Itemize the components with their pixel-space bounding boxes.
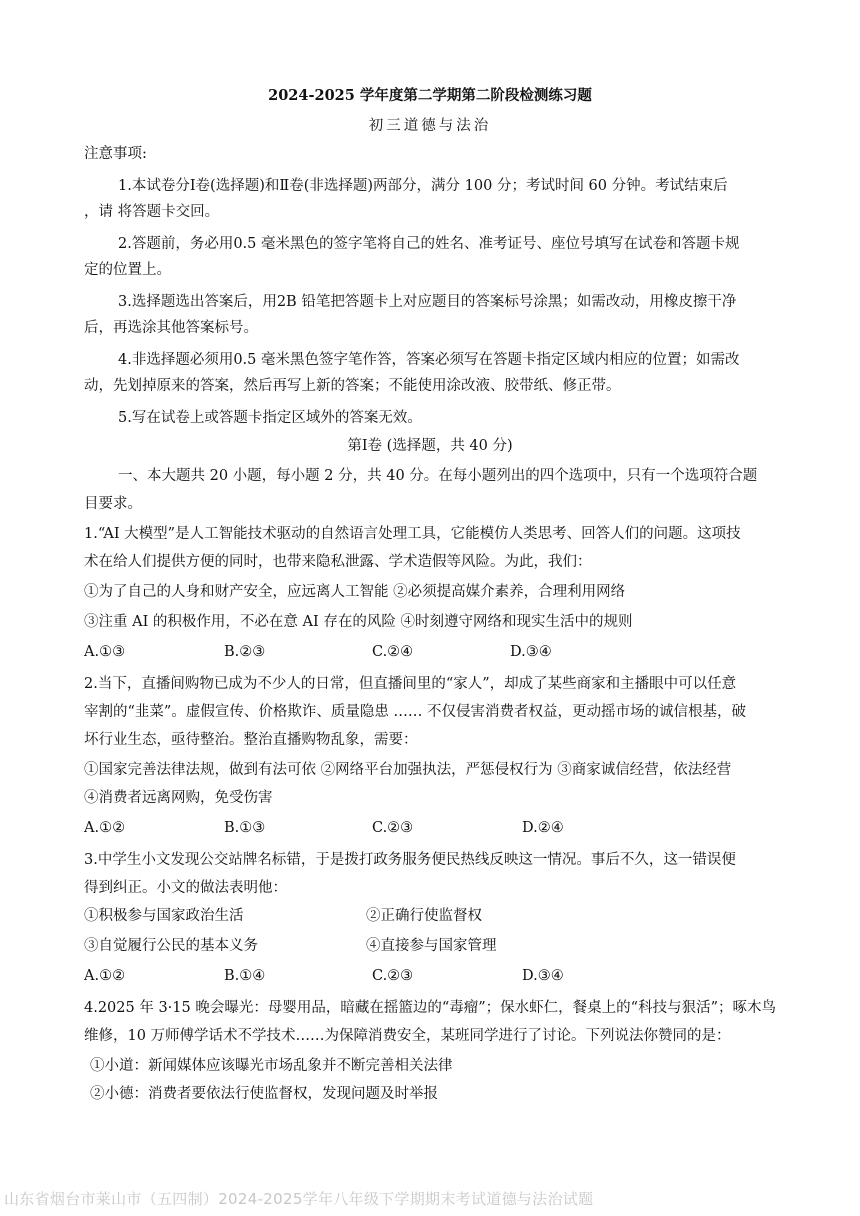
notice-item-2-line-1: 2.答题前，务必用0.5 毫米黑色的签字笔将自己的姓名、准考证号、座位号填写在试卷和答题卡规 (118, 236, 740, 252)
section-instructions-line-2: 目要求。 (84, 496, 142, 512)
notice-item-2-line-2: 定的位置上。 (84, 262, 171, 278)
q3-option-b[interactable]: B.①④ (224, 968, 266, 984)
q1-statement-line-2: ③注重 AI 的积极作用，不必在意 AI 存在的风险 ④时刻遵守网络和现实生活中的规则 (84, 614, 633, 630)
q2-stem-line-3: 坏行业生态，亟待整治。整治直播购物乱象，需要： (84, 732, 418, 748)
exam-subtitle: 初三道德与法治 (368, 118, 492, 134)
q2-stem-line-1: 2.当下，直播间购物已成为不少人的日常，但直播间里的“家人”，却成了某些商家和主播眼中可以任意 (84, 676, 737, 692)
q1-option-b[interactable]: B.②③ (224, 644, 266, 660)
q3-statement-1: ①积极参与国家政治生活 (84, 908, 244, 924)
q2-statement-line-1: ①国家完善法律法规，做到有法可依 ②网络平台加强执法，严惩侵权行为 ③商家诚信经营，依法经营 (84, 762, 732, 778)
q4-stem-line-2: 维修，10 万师傅学话术不学技术……为保障消费安全，某班同学进行了讨论。下列说法你赞同的是： (84, 1028, 731, 1044)
notice-item-3-line-2: 后，再选涂其他答案标号。 (84, 320, 258, 336)
q1-stem-line-1: 1.“AI 大模型”是人工智能技术驱动的自然语言处理工具，它能模仿人类思考、回答人们的问题。这项技 (84, 526, 741, 542)
q2-option-a[interactable]: A.①② (84, 820, 126, 836)
q3-option-a[interactable]: A.①② (84, 968, 126, 984)
q1-option-d[interactable]: D.③④ (510, 644, 552, 660)
q3-statement-4: ④直接参与国家管理 (366, 938, 497, 954)
q2-option-c[interactable]: C.②③ (372, 820, 414, 836)
q2-option-b[interactable]: B.①③ (224, 820, 266, 836)
q1-stem-line-2: 术在给人们提供方便的同时，也带来隐私泄露、学术造假等风险。为此，我们： (84, 554, 592, 570)
q3-statement-2: ②正确行使监督权 (366, 908, 482, 924)
q3-stem-line-2: 得到纠正。小文的做法表明他： (84, 880, 287, 896)
q3-statement-3: ③自觉履行公民的基本义务 (84, 938, 258, 954)
q3-option-c[interactable]: C.②③ (372, 968, 414, 984)
q2-statement-line-2: ④消费者远离网购，免受伤害 (84, 790, 273, 806)
q1-statement-line-1: ①为了自己的人身和财产安全，应远离人工智能 ②必须提高媒介素养，合理利用网络 (84, 584, 626, 600)
q1-option-a[interactable]: A.①③ (84, 644, 126, 660)
notice-item-3-line-1: 3.选择题选出答案后，用2B 铅笔把答题卡上对应题目的答案标号涂黑；如需改动，用橡皮擦干净 (118, 294, 737, 310)
notice-item-1-line-2: ，请 将答题卡交回。 (84, 204, 220, 220)
notice-heading: 注意事项: (84, 146, 147, 162)
q1-option-c[interactable]: C.②④ (372, 644, 414, 660)
q4-statement-2: ②小德：消费者要依法行使监督权，发现问题及时举报 (90, 1086, 438, 1102)
q4-stem-line-1: 4.2025 年 3·15 晚会曝光：母婴用品，暗藏在摇篮边的“毒瘤”；保水虾仁，餐桌上的“科技与狠活”；啄木鸟 (84, 1000, 776, 1016)
notice-item-4-line-2: 动，先划掉原来的答案，然后再写上新的答案；不能使用涂改液、胶带纸、修正带。 (84, 378, 621, 394)
notice-item-1-line-1: 1.本试卷分Ⅰ卷(选择题)和Ⅱ卷(非选择题)两部分，满分 100 分；考试时间 60 分钟。考试结束后 (118, 178, 728, 194)
section-heading: 第Ⅰ卷 (选择题，共 40 分) (347, 438, 513, 454)
q3-option-d[interactable]: D.③④ (522, 968, 564, 984)
q4-statement-1: ①小道：新闻媒体应该曝光市场乱象并不断完善相关法律 (90, 1058, 453, 1074)
exam-title: 2024-2025 学年度第二学期第二阶段检测练习题 (268, 87, 592, 104)
q3-stem-line-1: 3.中学生小文发现公交站牌名标错，于是拨打政务服务便民热线反映这一情况。事后不久，这一错误便 (84, 852, 736, 868)
source-footer: 山东省烟台市莱山市（五四制）2024-2025学年八年级下学期期末考试道德与法治试题 (4, 1190, 594, 1208)
q2-stem-line-2: 宰割的“韭菜”。虚假宣传、价格欺诈、质量隐患 …… 不仅侵害消费者权益，更动摇市场的诚信根基，破 (84, 704, 747, 720)
q2-option-d[interactable]: D.②④ (522, 820, 564, 836)
section-instructions-line-1: 一、本大题共 20 小题，每小题 2 分，共 40 分。在每小题列出的四个选项中，只有一个选项符合题 (118, 468, 758, 484)
notice-item-4-line-1: 4.非选择题必须用0.5 毫米黑色签字笔作答，答案必须写在答题卡指定区域内相应的位置；如需改 (118, 352, 740, 368)
notice-item-5: 5.写在试卷上或答题卡指定区域外的答案无效。 (118, 410, 422, 426)
